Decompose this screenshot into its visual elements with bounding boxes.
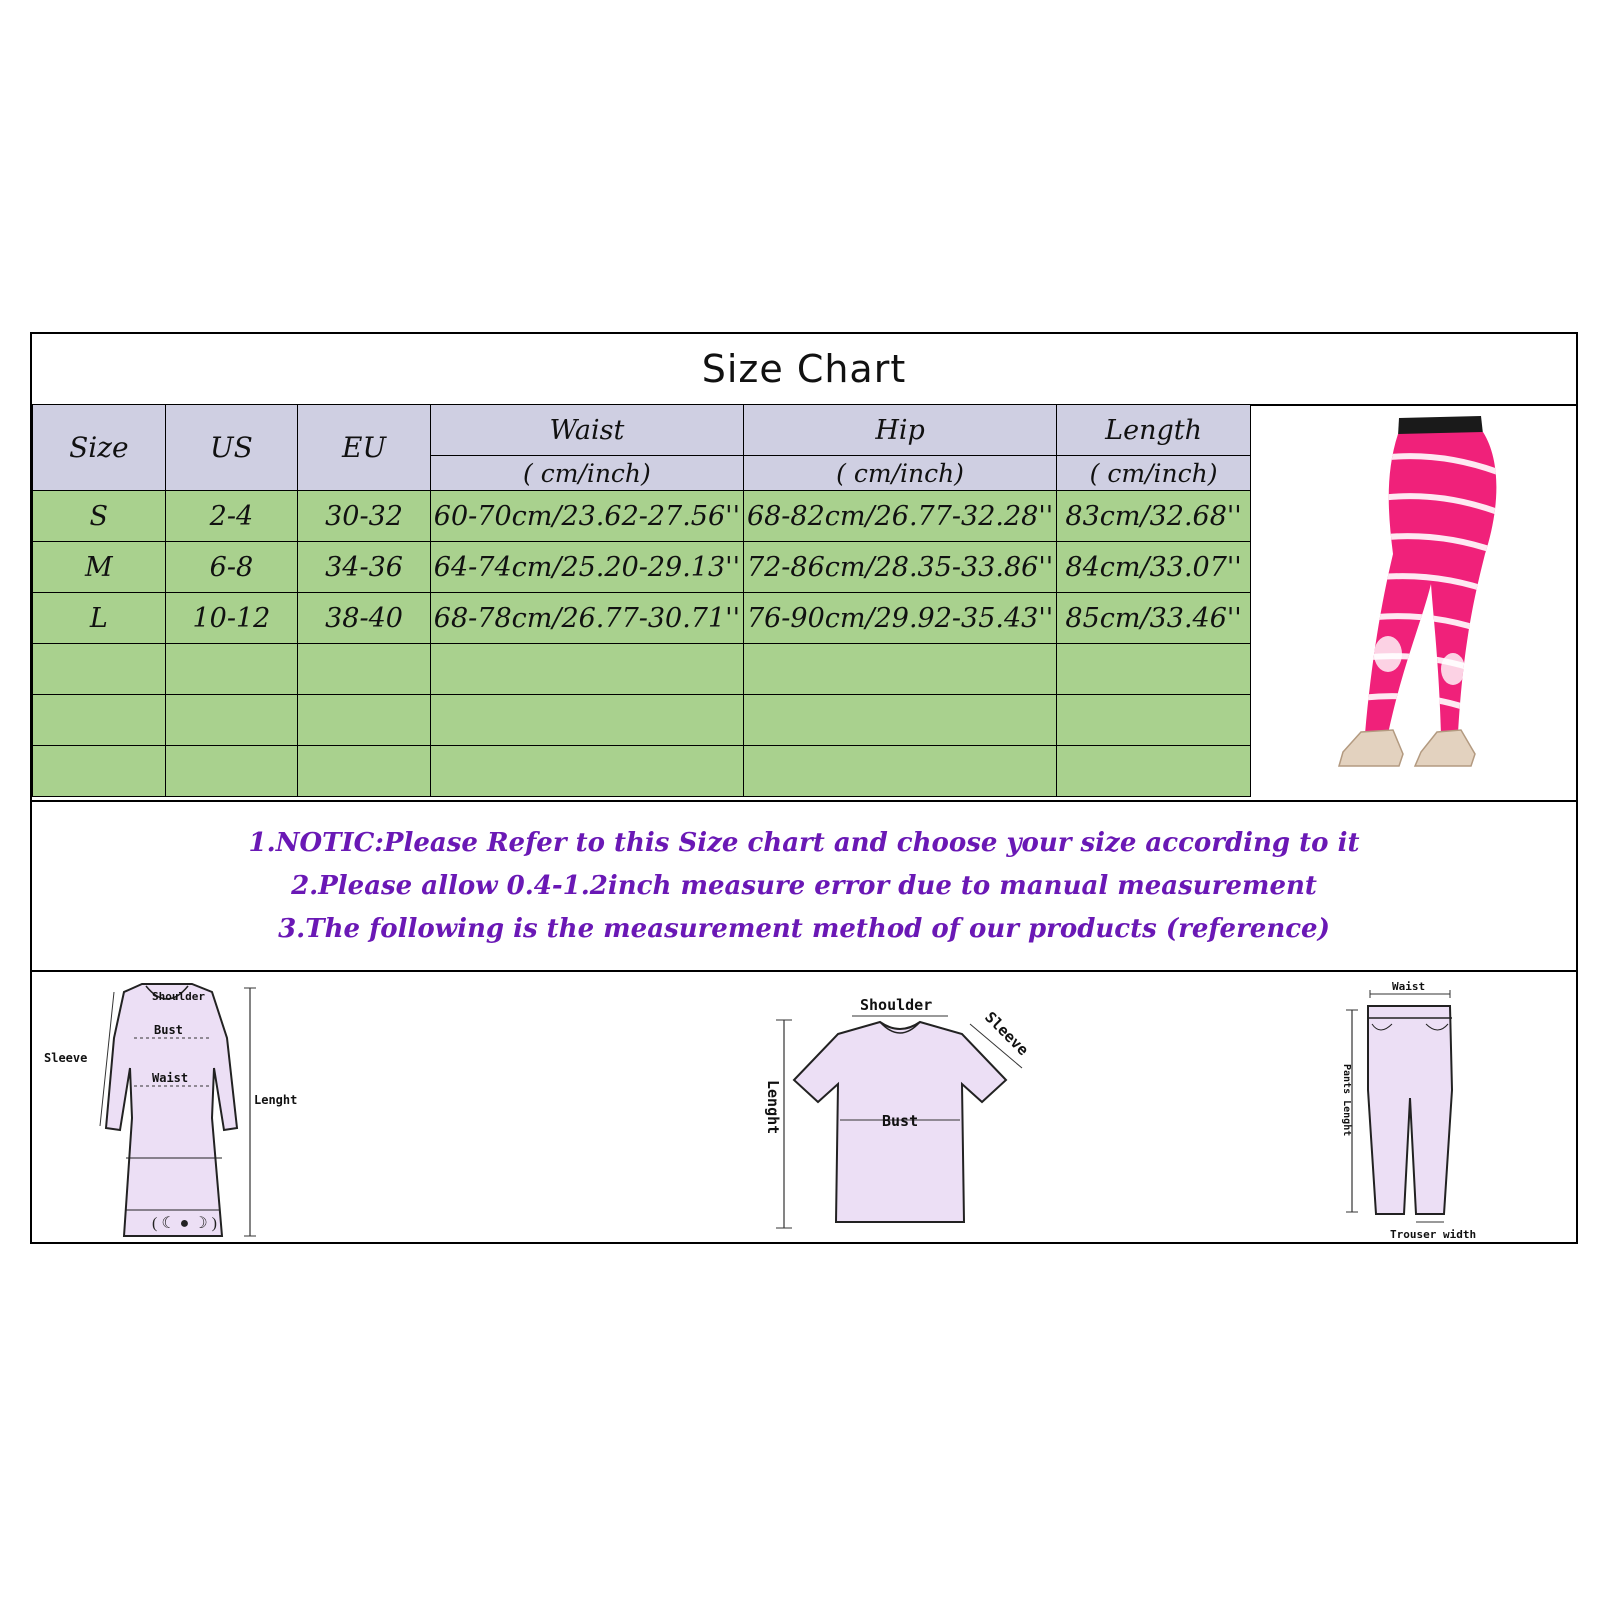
cell-eu: 38-40 (298, 593, 431, 644)
table-row-empty (33, 746, 1251, 797)
cell-waist: 60-70cm/23.62-27.56'' (430, 491, 743, 542)
leggings-illustration (1253, 404, 1578, 800)
table-row (33, 542, 1251, 593)
pants-diagram (1308, 978, 1508, 1242)
header-eu: EU (298, 405, 431, 491)
tshirt-shoulder-label: Shoulder (860, 996, 933, 1014)
tshirt-sleeve-label: Sleeve (981, 1008, 1033, 1060)
header-length: Length (1057, 405, 1251, 456)
chart-title: Size Chart (32, 334, 1576, 406)
table-row (33, 593, 1251, 644)
table-row-empty (33, 644, 1251, 695)
cell-hip: 68-82cm/26.77-32.28'' (743, 491, 1056, 542)
dress-bust-label: Bust (154, 1023, 183, 1037)
table-row (33, 491, 1251, 542)
cell-waist: 68-78cm/26.77-30.71'' (430, 593, 743, 644)
table-row-empty (33, 695, 1251, 746)
note-line: 1.NOTIC:Please Refer to this Size chart and choose your size according to it (248, 827, 1360, 858)
cell-us: 6-8 (165, 542, 298, 593)
pants-length-label: Pants Lenght (1341, 1064, 1352, 1137)
dress-waist-label: Waist (152, 1071, 189, 1085)
notes (32, 802, 1576, 970)
cell-hip: 72-86cm/28.35-33.86'' (743, 542, 1056, 593)
header-hip: Hip (743, 405, 1056, 456)
note-line: 3.The following is the measurement method of our products (reference) (278, 913, 1330, 944)
header-size: Size (33, 405, 166, 491)
svg-text:( ☾ ● ☽ ): ( ☾ ● ☽ ) (152, 1215, 218, 1232)
tshirt-diagram (760, 984, 1060, 1240)
cell-length: 83cm/32.68'' (1057, 491, 1251, 542)
cell-us: 2-4 (165, 491, 298, 542)
cell-us: 10-12 (165, 593, 298, 644)
header-length-unit: ( cm/inch) (1057, 456, 1251, 491)
dress-length-label: Lenght (254, 1093, 298, 1107)
header-us: US (165, 405, 298, 491)
dress-sleeve-label: Sleeve (44, 1051, 88, 1065)
measurement-diagrams (32, 972, 1576, 1244)
cell-eu: 30-32 (298, 491, 431, 542)
pants-trouser-width-label: Trouser width (1390, 1228, 1477, 1241)
dress-diagram (42, 978, 312, 1242)
size-table (32, 404, 1251, 797)
dress-shoulder-label: Shoulder (152, 990, 205, 1003)
cell-hip: 76-90cm/29.92-35.43'' (743, 593, 1056, 644)
tshirt-bust-label: Bust (882, 1112, 919, 1130)
header-hip-unit: ( cm/inch) (743, 456, 1056, 491)
cell-waist: 64-74cm/25.20-29.13'' (430, 542, 743, 593)
size-chart-frame (30, 332, 1578, 1244)
cell-length: 85cm/33.46'' (1057, 593, 1251, 644)
header-waist: Waist (430, 405, 743, 456)
pants-waist-label: Waist (1392, 980, 1426, 993)
note-line: 2.Please allow 0.4-1.2inch measure error due to manual measurement (291, 870, 1317, 901)
product-image (1253, 404, 1578, 800)
cell-eu: 34-36 (298, 542, 431, 593)
cell-size: L (33, 593, 166, 644)
tshirt-length-label: Lenght (764, 1080, 782, 1135)
header-waist-unit: ( cm/inch) (430, 456, 743, 491)
cell-length: 84cm/33.07'' (1057, 542, 1251, 593)
cell-size: M (33, 542, 166, 593)
cell-size: S (33, 491, 166, 542)
